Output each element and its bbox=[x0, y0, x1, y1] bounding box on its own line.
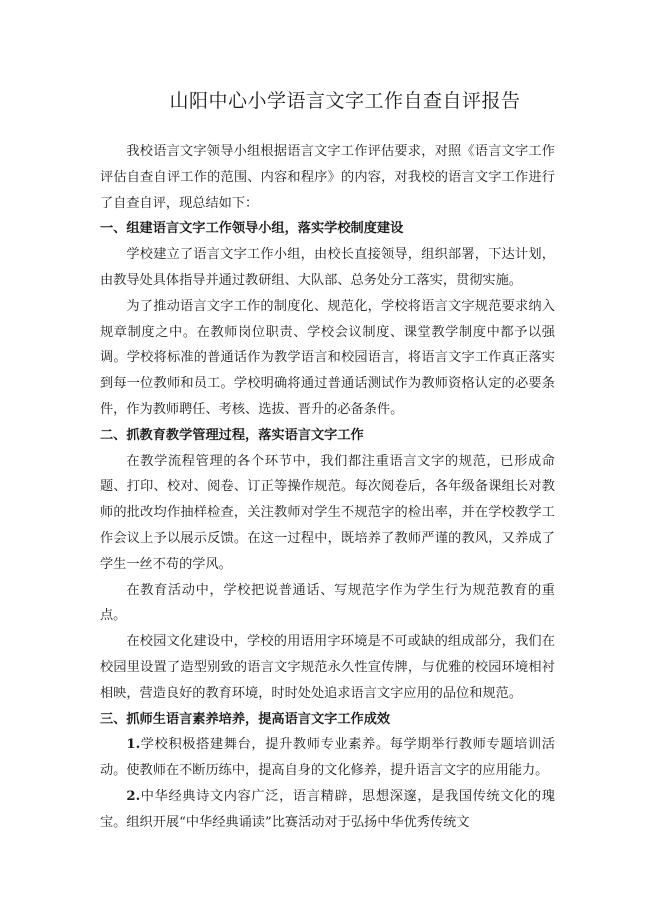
section-heading-2: 二、抓教育教学管理过程，落实语言文字工作 bbox=[100, 427, 364, 443]
numbered-paragraph-1 bbox=[100, 732, 555, 784]
item-text: 学校积极搭建舞台，提升教师专业素养。每学期举行教师专题培训活动。使教师在不断历练中，提高自身的文化修养，提升语言文字的应用能力。 bbox=[100, 737, 555, 779]
item-text: 中华经典诗文内容广泛，语言精辟，思想深邃，是我国传统文化的瑰宝。组织开展“中华经典诵读”比赛活动对于弘扬中华优秀传统文 bbox=[100, 788, 555, 830]
section-heading-1: 一、组建语言文字工作领导小组，落实学校制度建设 bbox=[100, 221, 404, 237]
paragraph: 为了推动语言文字工作的制度化、规范化，学校将语言文字规范要求纳入规章制度之中。在教师岗位职责、学校会议制度、课堂教学制度中都予以强调。学校将标准的普通话作为教学语言和校园语言，将语言文字工作真正落实到每一位教师和员工。学校明确将通过普通话测试作为教师资格认定的必要条件，作为教师聘任、考核、选拔、晋升的必备条件。 bbox=[100, 298, 555, 417]
document-body bbox=[100, 139, 555, 836]
paragraph: 在教育活动中，学校把说普通话、写规范字作为学生行为规范教育的重点。 bbox=[100, 582, 555, 624]
paragraph: 在校园文化建设中，学校的用语用字环境是不可或缺的组成部分，我们在校园里设置了造型别致的语言文字规范永久性宣传牌，与优雅的校园环境相衬相映，营造良好的教育环境，时时处处追求语言文字应用的品位和规范。 bbox=[100, 634, 555, 701]
intro-paragraph: 我校语言文字领导小组根据语言文字工作评估要求，对照《语言文字工作评估自查自评工作的范围、内容和程序》的内容，对我校的语言文字工作进行了自查自评，现总结如下： bbox=[100, 144, 555, 211]
numbered-paragraph-2 bbox=[100, 784, 555, 836]
section-heading-3: 三、抓师生语言素养培养，提高语言文字工作成效 bbox=[100, 711, 391, 727]
paragraph: 学校建立了语言文字工作小组，由校长直接领导，组织部署，下达计划，由教导处具体指导并通过教研组、大队部、总务处分工落实，贯彻实施。 bbox=[100, 247, 555, 288]
item-number: 1. bbox=[126, 737, 141, 753]
document-title: 山阳中心小学语言文字工作自查自评报告 bbox=[169, 90, 521, 112]
paragraph: 在教学流程管理的各个环节中，我们都注重语言文字的规范，已形成命题、打印、校对、阅卷、订正等操作规范。每次阅卷后，各年级备课组长对教师的批改均作抽样检查，关注教师对学生不规范字的检出率，并在学校教学工作会议上予以展示反馈。在这一过程中，既培养了教师严谨的教风，又养成了学生一丝不苟的学风。 bbox=[100, 453, 555, 572]
item-number: 2. bbox=[126, 788, 141, 804]
